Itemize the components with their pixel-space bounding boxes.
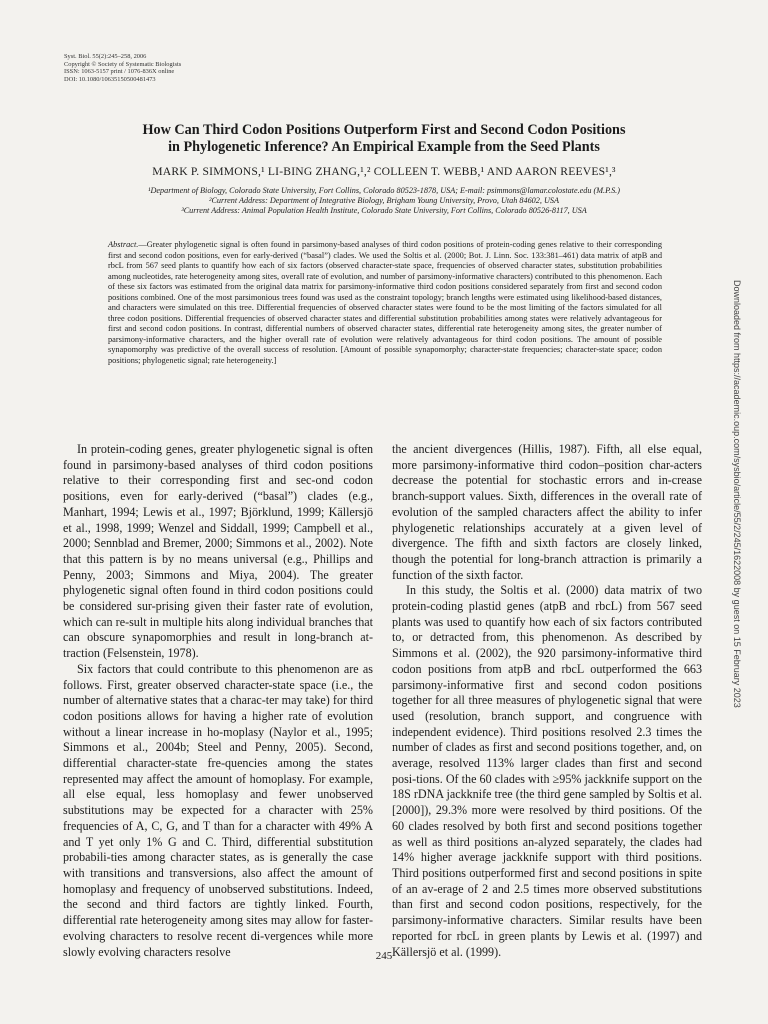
paragraph: the ancient divergences (Hillis, 1987). Fifth, all else equal, more parsimony-informative third codon–position char-acters decrease the potential for stochastic errors and in-crease branch-support values. Sixth, differences in the overall rate of evolution of the sampled characters affect the ability to infer phylogenetic relationships accurately at a given level of divergence. The fifth and sixth factors are closely linked, though the potential for long-branch attraction is primarily a function of the sixth factor.	[392, 442, 702, 582]
abstract-text: —Greater phylogenetic signal is often found in parsimony-based analyses of third codon positions of protein-coding genes relative to their corresponding first and second codon positions, even for early-derived (“basal”) clades. We used the Soltis et al. (2000; Bot. J. Linn. Soc. 133:381–461) data matrix of atpB and rbcL from 567 seed plants to quantify how each of six factors (observed character-state space, frequencies of observed character states, substitution probabilities among nucleotides, rate heterogeneity among sites, overall rate of evolution, and number of parsimony-informative characters) contributed to this phenomenon. Each of these six factors was estimated from the original data matrix for parsimony-informative third codon positions considered separately from first and second codon positions combined. One of the most parsimonious trees found was used as the constraint topology; branch lengths were estimated using likelihood-based distances, and characters were simulated on this tree. Differential frequencies of observed character states were found to be the most limiting of the factors simulated for all three codon positions. Differential frequencies of observed character states and differential substitution probabilities among states were relatively advantageous for first and second codon positions. In contrast, differential numbers of observed character states, differential rate heterogeneity among sites, the greater number of parsimony-informative characters, and the higher overall rate of evolution were relatively advantageous for third codon positions. The amount of possible synapomorphy was predictive of the overall success of resolution. [Amount of possible synapomorphy; character-state frequencies; character-state space; codon positions; phylogenetic signal; rate heterogeneity.]	[108, 240, 662, 366]
page-number: 245	[375, 950, 393, 962]
paragraph: In protein-coding genes, greater phylogenetic signal is often found in parsimony-based analyses of third codon positions relative to their corresponding first and sec-ond codon positions, even for early-derived (“basal”) clades (e.g., Manhart, 1994; Lewis et al., 1997; Björklund, 1999; Källersjö et al., 1998, 1999; Wenzel and Siddall, 1999; Campbell et al., 2000; Sennblad and Bremer, 2000; Simmons et al., 2002). Note that this pattern is by no means universal (e.g., Phillips and Penny, 2003; Simmons and Miya, 2004). The greater phylogenetic signal often found in third codon positions could be considered sur-prising given their faster rate of evolution, which can re-sult in multiple hits along individual branches that can obscure synapomorphies and result in long-branch at-traction (Felsenstein, 1978).	[63, 442, 373, 661]
citation-line: Syst. Biol. 55(2):245–258, 2006	[64, 53, 147, 60]
title-line-1: How Can Third Codon Positions Outperform First and Second Codon Positions	[142, 122, 626, 138]
download-note: Downloaded from https://academic.oup.com/sysbio/article/55/2/245/1622008 by guest on 15 February 2023	[732, 280, 742, 708]
author-list: MARK P. SIMMONS,¹ LI-BING ZHANG,¹,² COLLEEN T. WEBB,¹ AND AARON REEVES¹,³	[152, 165, 616, 178]
affiliation-3: ³Current Address: Animal Population Health Institute, Colorado State University, Fort Collins, Colorado 80526-8117, USA	[181, 206, 587, 215]
copyright-line: Copyright © Society of Systematic Biologists	[64, 60, 182, 68]
paragraph: In this study, the Soltis et al. (2000) data matrix of two protein-coding plastid genes (atpB and rbcL) from 567 seed plants was used to quantify how each of six factors contributed to, or detracted from, this phenomenon. As described by Simmons et al. (2002), the 920 parsimony-informative third codon positions from atpB and rbcL outperformed the 663 parsimony-informative first and second codon positions together for all three measures of phylogenetic signal that were used (resolution, branch support, and congruence with independent evidence). Third positions resolved 2.3 times the number of clades as first and second positions together, and, on average, resolved 113% larger clades than first and second posi-tions. Of the 60 clades with ≥95% jackknife support on the 18S rDNA jackknife tree (the third gene sampled by Soltis et al. [2000]), 29.3% more were resolved by third positions. Of the 60 clades resolved by both first and second positions together as well as third positions an-alyzed separately, the clades had 14% higher average jackknife support with third positions. Third positions outperformed first and second positions in spite of an av-erage of 2 and 2.5 times more observed substitutions than first and second codon positions, respectively, for the parsimony-informative characters. Similar results have been reported for rbcL in green plants by Lewis et al. (1997) and Källersjö et al. (1999).	[392, 583, 702, 959]
body-column-right	[392, 442, 702, 960]
abstract	[108, 240, 662, 367]
download-watermark	[730, 280, 746, 980]
affiliation-1: ¹Department of Biology, Colorado State University, Fort Collins, Colorado 80523-1878, USA; E-mail: psimmons@lamar.colostate.edu (M.P.S.)	[148, 186, 620, 195]
body-column-left	[63, 442, 373, 960]
title-line-2: in Phylogenetic Inference? An Empirical Example from the Seed Plants	[168, 139, 600, 155]
journal-metadata	[64, 53, 181, 83]
paragraph: Six factors that could contribute to this phenomenon are as follows. First, greater observed character-state space (i.e., the number of alternative states that a charac-ter may take) for third codon positions allows for having a higher rate of evolution without a linear increase in ho-moplasy (Naylor et al., 1995; Simmons et al., 2004b; Steel and Penny, 2005). Second, differential character-state fre-quencies among the states represented may affect the amount of homoplasy. For example, all else equal, less homoplasy and fewer unobserved substitutions may be expected for a character with 25% frequencies of A, C, G, and T than for a character with 49% A and T yet only 1% G and C. Third, differential substitution probabili-ties among character states, as is generally the case with transitions and transversions, also affect the amount of homoplasy and frequency of unobserved substitutions. Indeed, the second and third factors are tightly linked. Fourth, differential rate heterogeneity among sites may allow for faster-evolving characters to resolve recent di-vergences while more slowly evolving characters resolve	[63, 661, 373, 959]
issn-line: ISSN: 1063-5157 print / 1076-836X online	[64, 68, 175, 76]
doi-line: DOI: 10.1080/10635150500481473	[64, 75, 156, 83]
affiliations	[60, 186, 708, 216]
abstract-lead: Abstract.	[108, 240, 139, 249]
affiliation-2: ²Current Address: Department of Integrative Biology, Brigham Young University, Provo, Utah 84602, USA	[209, 196, 559, 205]
article-title	[60, 122, 708, 156]
